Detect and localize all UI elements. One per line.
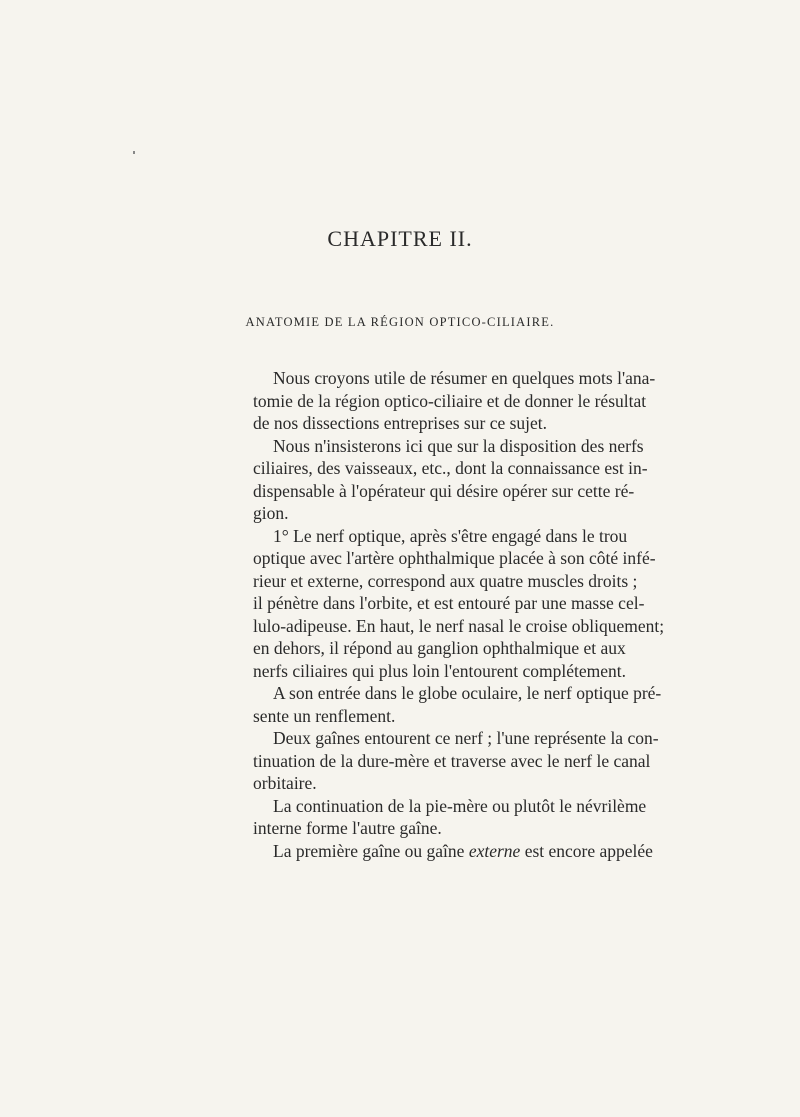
text-line: de nos dissections entreprises sur ce sujet. — [253, 413, 548, 433]
paragraph-6 — [233, 795, 647, 840]
paragraph-4 — [233, 682, 662, 727]
text-line: Nous n'insisterons ici que sur la disposition des nerfs — [273, 435, 644, 456]
paragraph-5 — [233, 727, 659, 795]
text-line: rieur et externe, correspond aux quatre muscles droits ; — [253, 570, 638, 591]
section-title: ANATOMIE DE LA RÉGION OPTICO-CILIAIRE. — [245, 315, 555, 329]
text-line: tinuation de la dure-mère et traverse avec le nerf le canal — [253, 750, 651, 771]
text-line: nerfs ciliaires qui plus loin l'entourent complétement. — [253, 660, 626, 681]
chapter-title: CHAPITRE II. — [327, 226, 473, 251]
text-line: Deux gaînes entourent ce nerf ; l'une représente la con- — [273, 728, 659, 748]
scan-speck — [133, 151, 135, 154]
text-line: tomie de la région optico-ciliaire et de donner le résultat — [253, 390, 647, 411]
paragraph-7 — [233, 840, 653, 863]
text-line: interne forme l'autre gaîne. — [253, 818, 442, 838]
emphasis-externe: externe — [468, 840, 521, 861]
text-line: il pénètre dans l'orbite, et est entouré par une masse cel- — [253, 593, 645, 613]
text-run: est encore appelée — [520, 840, 653, 861]
text-line: La continuation de la pie-mère ou plutôt le névrilème — [273, 795, 647, 816]
text-line: 1° Le nerf optique, après s'être engagé dans le trou — [273, 525, 628, 546]
paragraph-1 — [233, 367, 656, 435]
text-line — [233, 840, 653, 863]
text-line: Nous croyons utile de résumer en quelques mots l'ana- — [273, 368, 656, 388]
text-line: optique avec l'artère ophthalmique placée à son côté infé- — [253, 548, 656, 568]
text-line: orbitaire. — [253, 773, 317, 793]
body-text — [233, 367, 665, 862]
paragraph-3 — [233, 525, 665, 683]
text-line: en dehors, il répond au ganglion ophthalmique et aux — [253, 638, 626, 658]
text-line: dispensable à l'opérateur qui désire opérer sur cette ré- — [253, 480, 635, 501]
text-run: La première gaîne ou gaîne — [273, 840, 469, 861]
text-line: A son entrée dans le globe oculaire, le nerf optique pré- — [273, 683, 662, 703]
text-line: lulo-adipeuse. En haut, le nerf nasal le croise obliquement; — [253, 615, 665, 636]
text-line: gion. — [253, 503, 289, 523]
text-line: ciliaires, des vaisseaux, etc., dont la connaissance est in- — [253, 458, 648, 478]
text-line: sente un renflement. — [253, 705, 396, 726]
paragraph-2 — [233, 435, 648, 525]
